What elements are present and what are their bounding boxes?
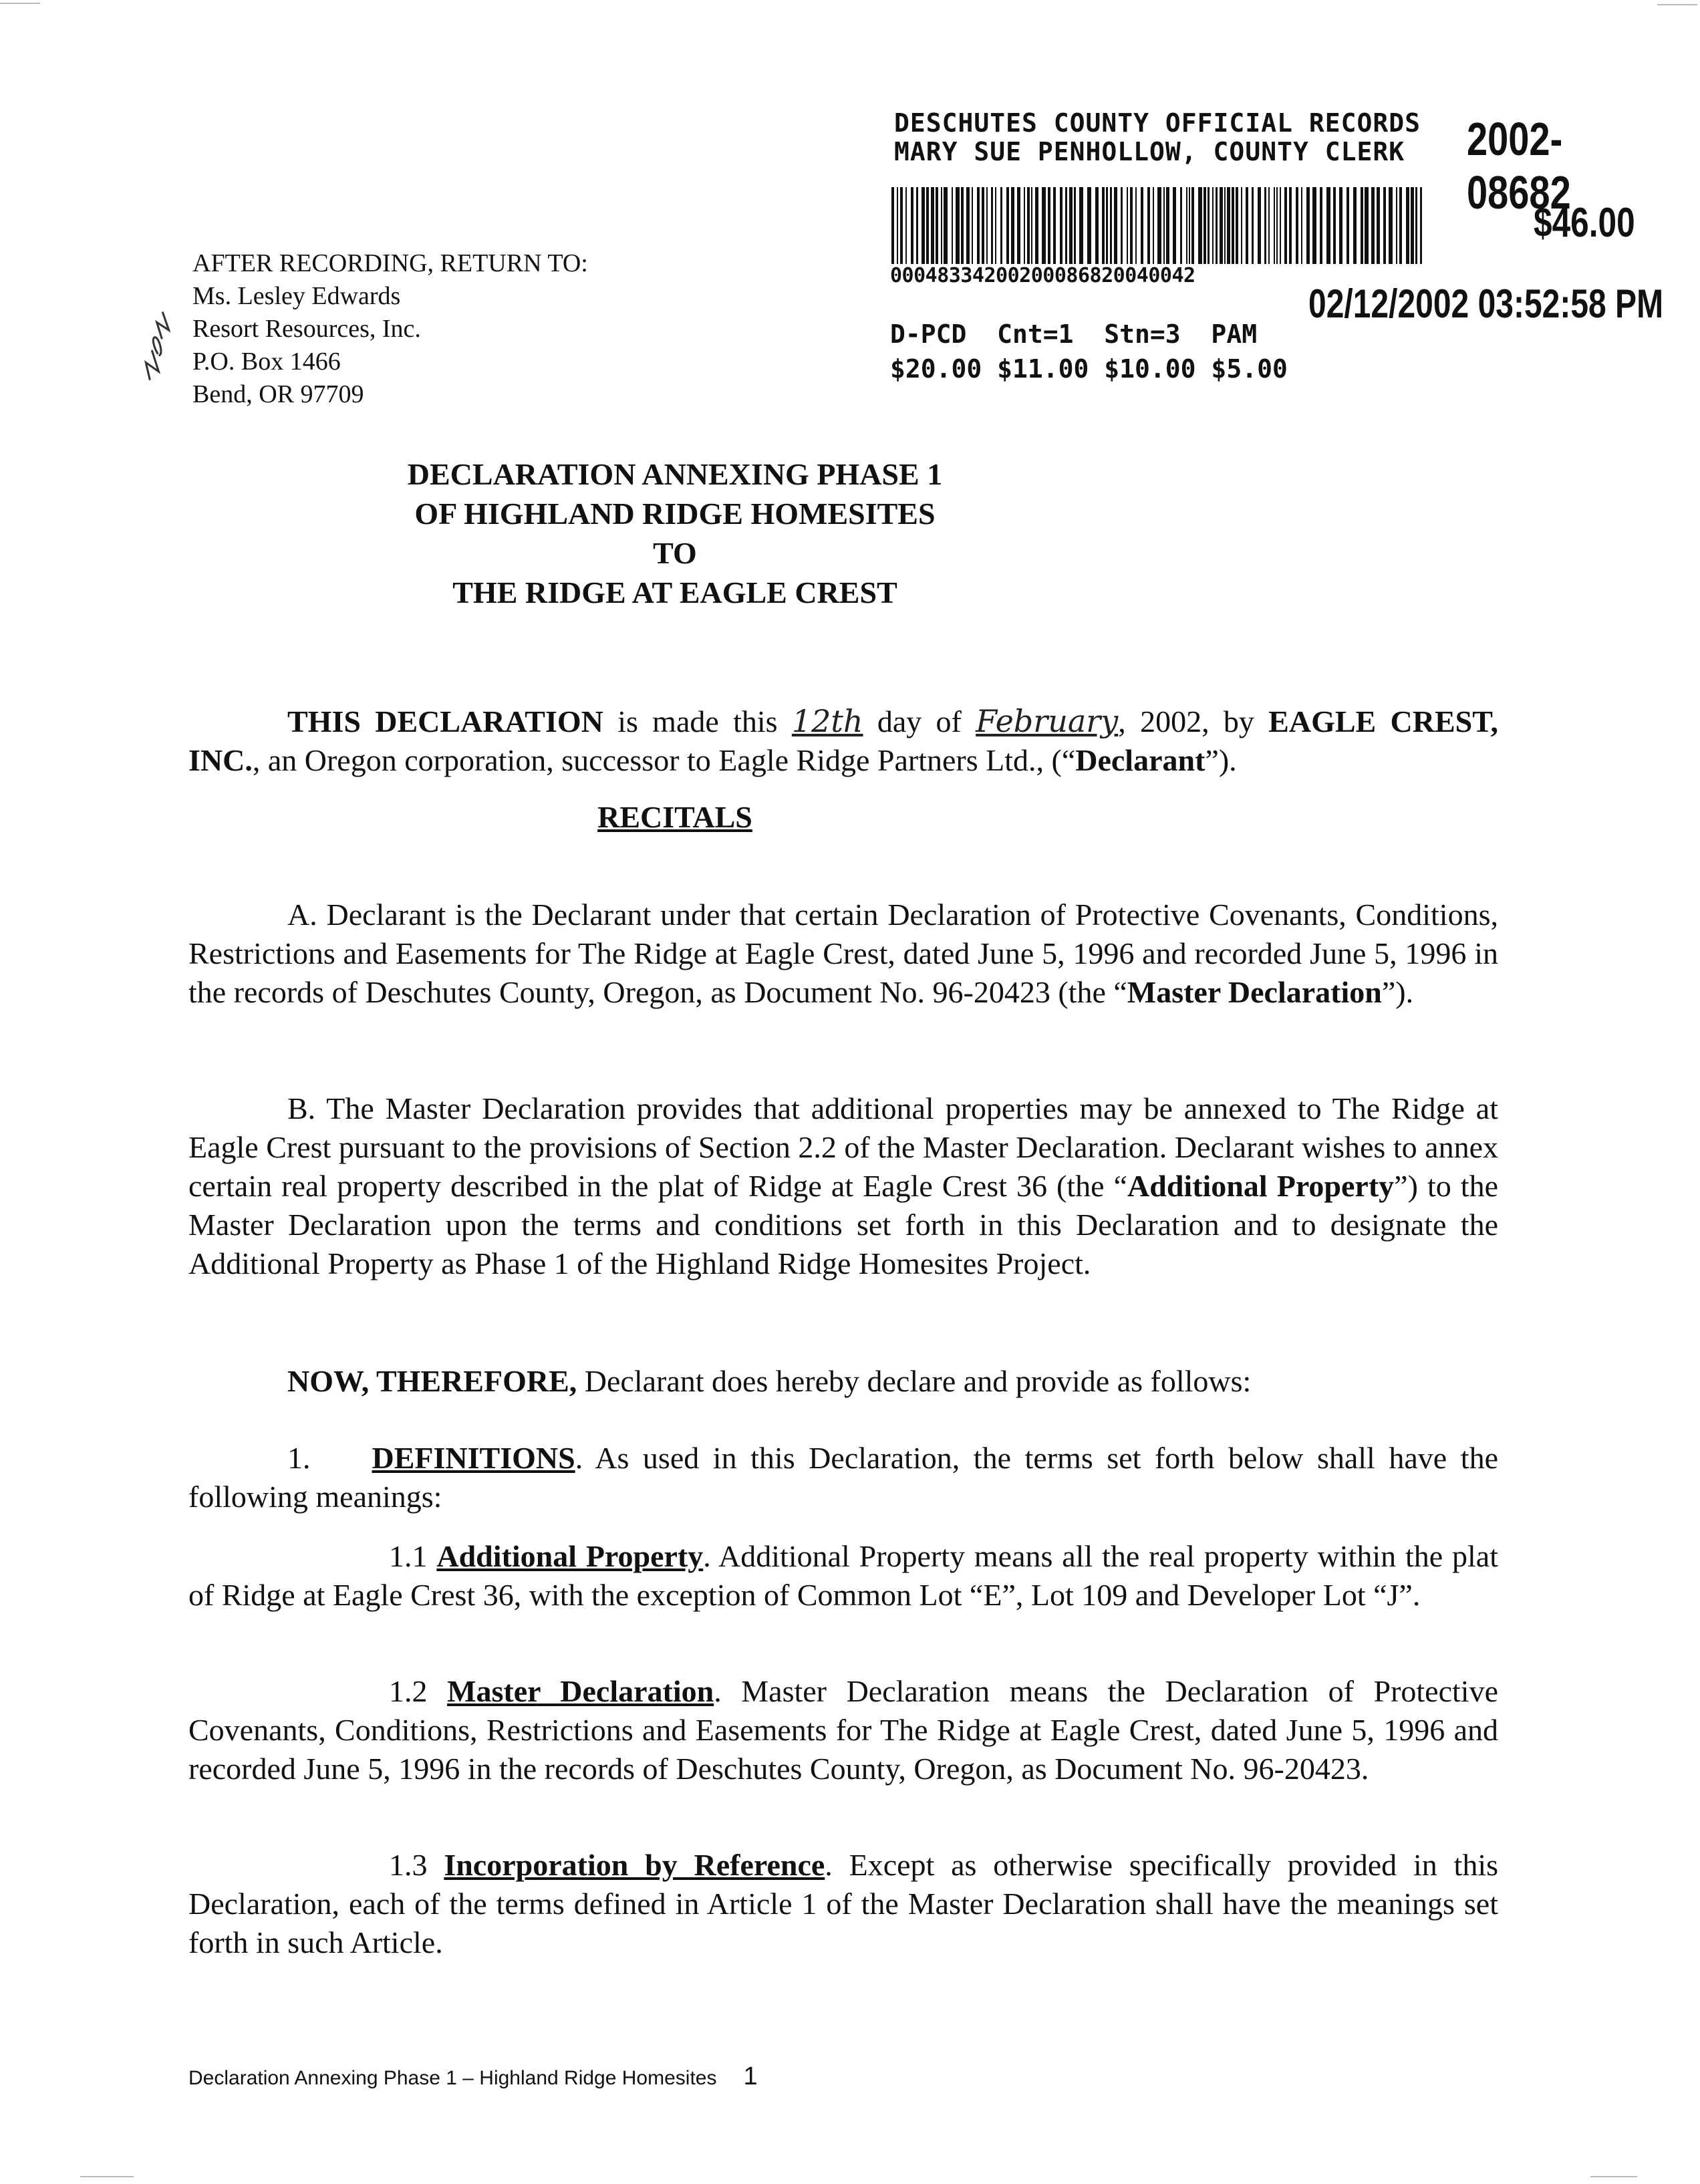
recital-text: A. Declarant is the Declarant under that certain Declaration of Protective Covenants, Conditions, Restrictions and Easements for The Ridge at Eagle Crest, dated June 5, 1996 and recorded June 5, 1996 in the records of Deschutes County, Oregon, as Document No. 96-20423 (the “ xyxy=(188,898,1498,1009)
total-fee: $46.00 xyxy=(1534,200,1635,246)
company-name: EAGLE CREST, INC. xyxy=(188,704,1498,777)
recitals-heading-text: RECITALS xyxy=(597,800,752,834)
intro-text: is made this xyxy=(603,704,792,738)
intro-text: day of xyxy=(863,704,976,738)
definition-1-2 xyxy=(188,1672,1498,1788)
defined-term: Additional Property xyxy=(1127,1169,1395,1203)
recital-text: ”). xyxy=(1381,975,1414,1009)
title-line: TO xyxy=(653,536,697,570)
return-line: Ms. Lesley Edwards xyxy=(192,282,401,310)
title-line: THE RIDGE AT EAGLE CREST xyxy=(452,575,897,609)
definition-number: 1.2 xyxy=(389,1674,448,1708)
scan-mark xyxy=(1657,4,1697,5)
now-therefore-paragraph xyxy=(188,1362,1498,1401)
definition-heading: Additional Property xyxy=(436,1539,704,1573)
recitals-heading xyxy=(0,799,1700,835)
definition-1-3 xyxy=(188,1846,1498,1962)
recital-text: B. The Master Declaration provides that additional properties may be annexed to The Ridge at Eagle Crest pursuant to the provisions of Section 2.2 of the Master Declaration. Declarant wishes to annex certain real property described in the plat of Ridge at Eagle Crest 36 (the “ xyxy=(188,1091,1498,1203)
scan-mark xyxy=(1590,2176,1637,2177)
scan-mark xyxy=(80,2176,134,2177)
return-address xyxy=(192,247,588,411)
return-heading: AFTER RECORDING, RETURN TO: xyxy=(192,249,588,277)
return-line: Resort Resources, Inc. xyxy=(192,315,421,343)
intro-paragraph xyxy=(188,702,1498,780)
recital-text: ”) to the Master Declaration upon the terms and conditions set forth in this Declaration and to designate the Additional Property as Phase 1 of the Highland Ridge Homesites Project. xyxy=(188,1169,1498,1280)
definition-1-1 xyxy=(188,1537,1498,1615)
recital-a xyxy=(188,896,1498,1012)
intro-text: ”). xyxy=(1205,743,1237,777)
handwritten-initials-icon xyxy=(119,307,192,388)
document-number: 2002-08682 xyxy=(1467,113,1571,219)
recording-office-line: DESCHUTES COUNTY OFFICIAL RECORDS xyxy=(894,108,1421,138)
definition-heading: Master Declaration xyxy=(447,1674,714,1708)
barcode xyxy=(890,187,1425,264)
section-number: 1. xyxy=(287,1441,311,1475)
barcode-digits: 00048334200200086820040042 xyxy=(890,264,1195,287)
recital-b xyxy=(188,1089,1498,1283)
now-therefore-text: Declarant does hereby declare and provide as follows: xyxy=(577,1364,1252,1398)
definition-text: . Except as otherwise specifically provided in this Declaration, each of the terms defined in Article 1 of the Master Declaration shall have the meanings set forth in such Article. xyxy=(188,1848,1499,1959)
document-title xyxy=(0,454,1700,612)
scan-mark xyxy=(0,3,40,4)
definition-heading: Incorporation by Reference xyxy=(444,1848,825,1882)
intro-text: , 2002, by xyxy=(1118,704,1269,738)
handwritten-day: 12th xyxy=(791,703,863,739)
recording-datetime: 02/12/2002 03:52:58 PM xyxy=(1308,281,1664,326)
declarant-term: Declarant xyxy=(1075,743,1206,777)
handwritten-month: February xyxy=(976,703,1119,739)
definition-text: . Master Declaration means the Declaration of Protective Covenants, Conditions, Restrictions and Easements for The Ridge at Eagle Crest, dated June 5, 1996 and recorded June 5, 1996 in the records of Deschutes County, Oregon, as Document No. 96-20423. xyxy=(188,1674,1498,1786)
return-line: Bend, OR 97709 xyxy=(192,380,364,408)
section-heading: DEFINITIONS xyxy=(372,1441,575,1475)
definition-number: 1.1 xyxy=(389,1539,437,1573)
page-number: 1 xyxy=(743,2062,758,2090)
definition-text: . Additional Property means all the real property within the plat of Ridge at Eagle Crest 36, with the exception of Common Lot “E”, Lot 109 and Developer Lot “J”. xyxy=(188,1539,1498,1612)
fee-amounts: $20.00 $11.00 $10.00 $5.00 xyxy=(890,354,1288,384)
intro-lead: THIS DECLARATION xyxy=(287,704,603,738)
definition-number: 1.3 xyxy=(389,1848,444,1882)
section-1-definitions xyxy=(188,1439,1498,1516)
page-footer xyxy=(188,2062,758,2091)
defined-term: Master Declaration xyxy=(1127,975,1382,1009)
return-line: P.O. Box 1466 xyxy=(192,348,341,376)
fee-codes: D-PCD Cnt=1 Stn=3 PAM xyxy=(890,319,1258,349)
title-line: DECLARATION ANNEXING PHASE 1 xyxy=(407,457,943,491)
county-clerk-line: MARY SUE PENHOLLOW, COUNTY CLERK xyxy=(894,137,1405,166)
now-therefore-lead: NOW, THEREFORE, xyxy=(287,1364,577,1398)
intro-text: , an Oregon corporation, successor to Eagle Ridge Partners Ltd., (“ xyxy=(252,743,1076,777)
title-line: OF HIGHLAND RIDGE HOMESITES xyxy=(414,497,936,531)
section-text: . As used in this Declaration, the terms set forth below shall have the following meanings: xyxy=(188,1441,1498,1514)
footer-text: Declaration Annexing Phase 1 – Highland Ridge Homesites xyxy=(188,2067,717,2089)
